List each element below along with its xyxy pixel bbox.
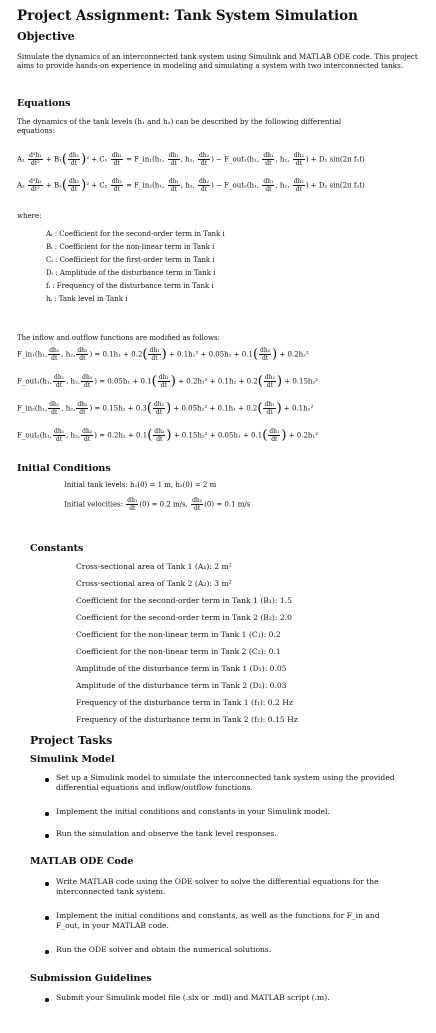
bullet-icon [45,834,49,838]
flow-equation: F_out₂(h₁, $\frac{\text{dh₁}}{dt}$ , h₂, $\frac{\text{dh₂}}{dt}$ ) = 0.2h₂ + 0.1( $\frac{\text{dh₂}}{dt}$ ) + 0.15h₂² + 0.05h₁ + 0.1( $\frac{\text{dh₁}}{dt}$ ) + 0.2h₁² [17,428,319,443]
bullet-icon [45,812,49,816]
constants-heading: Constants [30,543,84,554]
equation-2: A₂ $\frac{\text{d²h₂}}{\text{dt²}}$ + B₂( $\frac{\text{dh₂}}{dt}$ )² + C₂ $\frac{\text{dh₂}}{dt}$ = F_in₂(h₁, $\frac{\text{dh₁}}{dt}$ , h₂, $\frac{\text{dh₂}}{dt}$ ) − F_out₂(h₁, $\frac{\text{dh₁}}{dt}$ , h₂, $\frac{\text{dh₂}}{dt}$ ) + D₂ sin(2π f₂t) [17,178,365,193]
submission-heading: Submission Guidelines [30,973,152,984]
constant-item: Cross-sectional area of Tank 1 (A₁): 2 m² [76,562,232,571]
constant-item: Coefficient for the second-order term in Tank 1 (B₁): 1.5 [76,596,292,605]
where-item: fᵢ : Frequency of the disturbance term in Tank i [46,282,214,290]
where-label: where: [17,212,42,220]
constant-item: Coefficient for the second-order term in Tank 2 (B₂): 2.0 [76,613,292,622]
equations-intro: The dynamics of the tank levels (h₁ and h₂) can be described by the following differential equations: [17,117,342,136]
matlab-task: Write MATLAB code using the ODE solver to solve the differential equations for the interconnected tank system. [56,877,379,896]
constant-item: Frequency of the disturbance term in Tank 2 (f₂): 0.15 Hz [76,715,298,724]
simulink-heading: Simulink Model [30,754,115,765]
initial-heading: Initial Conditions [17,463,111,474]
constant-item: Frequency of the disturbance term in Tank 1 (f₁): 0.2 Hz [76,698,293,707]
constant-item: Coefficient for the non-linear term in Tank 1 (C₁): 0.2 [76,630,281,639]
where-item: Aᵢ : Coefficient for the second-order term in Tank i [46,230,225,238]
bullet-icon [45,778,49,782]
flow-intro: The inflow and outflow functions are modified as follows: [17,334,220,342]
constant-item: Cross-sectional area of Tank 2 (A₂): 3 m² [76,579,232,588]
initial-velocities: Initial velocities: $\frac{\text{dh₁}}{dt}$ (0) = 0.2 m/s, $\frac{\text{dh₂}}{dt}$ (0) = 0.1 m/s [64,497,251,512]
initial-levels: Initial tank levels: h₁(0) = 1 m, h₂(0) = 2 m [64,481,217,489]
bullet-icon [45,882,49,886]
where-item: Bᵢ : Coefficient for the non-linear term in Tank i [46,243,215,251]
matlab-heading: MATLAB ODE Code [30,856,134,867]
bullet-icon [45,998,49,1002]
constant-item: Amplitude of the disturbance term in Tank 1 (D₁): 0.05 [76,664,287,673]
objective-text: Simulate the dynamics of an interconnected tank system using Simulink and MATLAB ODE code. This project aims to provide hands-on experience in modeling and simulating a system with two interconnected tanks. [17,52,418,71]
flow-equation: F_in₁(h₁, $\frac{\text{dh₁}}{dt}$ , h₂, $\frac{\text{dh₂}}{dt}$ ) = 0.1h₁ + 0.2( $\frac{\text{dh₁}}{dt}$ ) + 0.1h₁² + 0.05h₂ + 0.1( $\frac{\text{dh₂}}{dt}$ ) + 0.2h₂² [17,347,309,362]
where-item: Cᵢ : Coefficient for the first-order term in Tank i [46,256,215,264]
equations-heading: Equations [17,98,71,109]
simulink-task: Implement the initial conditions and constants in your Simulink model. [56,807,330,816]
constant-item: Amplitude of the disturbance term in Tank 2 (D₂): 0.03 [76,681,287,690]
equation-1: A₁ $\frac{\text{d²h₁}}{\text{dt²}}$ + B₁( $\frac{\text{dh₁}}{dt}$ )² + C₁ $\frac{\text{dh₁}}{dt}$ = F_in₁(h₁, $\frac{\text{dh₁}}{dt}$ , h₂, $\frac{\text{dh₂}}{dt}$ ) − F_out₁(h₁, $\frac{\text{dh₁}}{dt}$ , h₂, $\frac{\text{dh₂}}{dt}$ ) + D₁ sin(2π f₁t) [17,152,365,167]
objective-heading: Objective [17,30,75,43]
tasks-heading: Project Tasks [30,734,113,747]
where-item: hᵢ : Tank level in Tank i [46,295,128,303]
simulink-task: Run the simulation and observe the tank level responses. [56,829,277,838]
flow-equation: F_out₁(h₁, $\frac{\text{dh₁}}{dt}$ , h₂, $\frac{\text{dh₂}}{dt}$ ) = 0.05h₁ + 0.1( $\frac{\text{dh₁}}{dt}$ ) + 0.2h₁² + 0.1h₂ + 0.2( $\frac{\text{dh₂}}{dt}$ ) + 0.15h₂² [17,374,319,389]
bullet-icon [45,916,49,920]
flow-equation: F_in₂(h₁, $\frac{\text{dh₁}}{dt}$ , h₂, $\frac{\text{dh₂}}{dt}$ ) = 0.15h₂ + 0.3( $\frac{\text{dh₂}}{dt}$ ) + 0.05h₂² + 0.1h₁ + 0.2( $\frac{\text{dh₁}}{dt}$ ) + 0.1h₁² [17,401,314,416]
bullet-icon [45,950,49,954]
page-title: Project Assignment: Tank System Simulation [17,8,358,24]
matlab-task: Run the ODE solver and obtain the numerical solutions. [56,945,272,954]
where-item: Dᵢ : Amplitude of the disturbance term in Tank i [46,269,216,277]
constant-item: Coefficient for the non-linear term in Tank 2 (C₂): 0.1 [76,647,281,656]
simulink-task: Set up a Simulink model to simulate the interconnected tank system using the provided differential equations and inflow/outflow functions. [56,773,395,792]
matlab-task: Implement the initial conditions and constants, as well as the functions for F_in and F_out, in your MATLAB code. [56,911,380,930]
submission-item: Submit your Simulink model file (.slx or .mdl) and MATLAB script (.m). [56,993,330,1002]
